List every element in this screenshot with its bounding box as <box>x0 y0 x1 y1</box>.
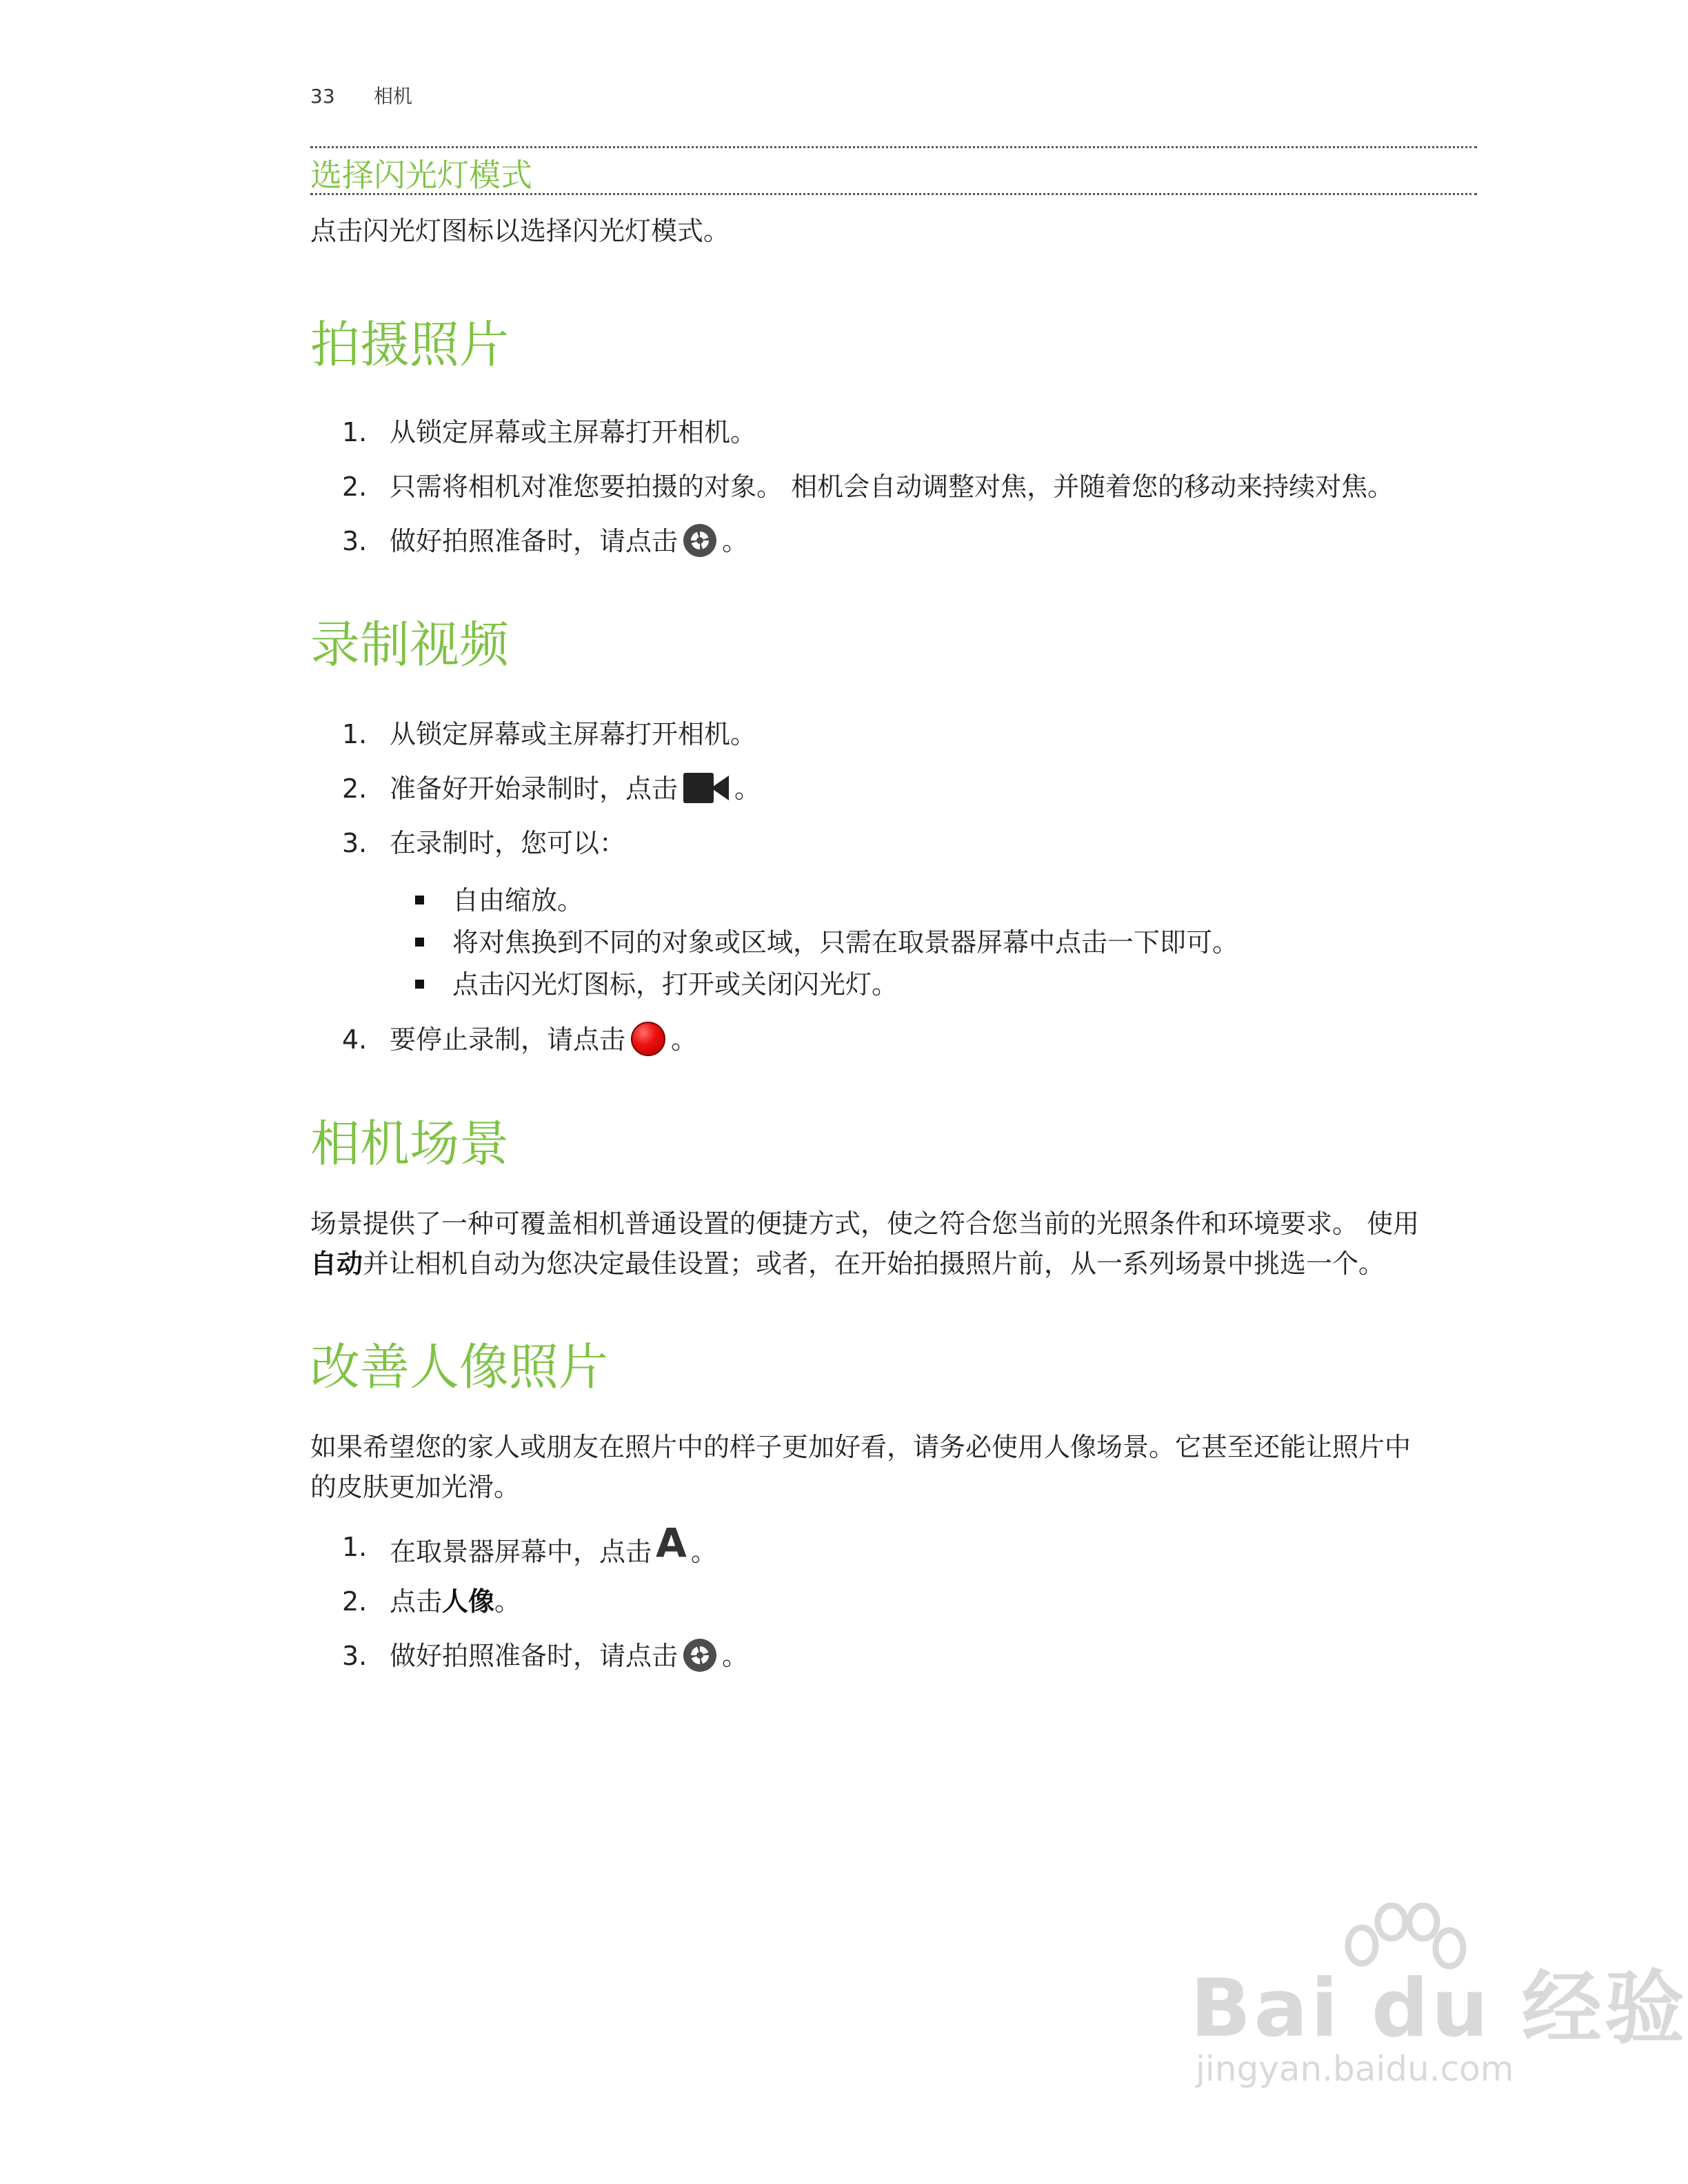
take-photo-heading: 拍摄照片 <box>310 316 510 374</box>
baidu-watermark <box>1186 1903 1687 2103</box>
page-number: 33 <box>310 85 335 108</box>
chapter-title: 相机 <box>374 85 413 108</box>
watermark-url: jingyan.baidu.com <box>1196 2049 1514 2089</box>
portrait-heading: 改善人像照片 <box>310 1338 609 1396</box>
bullet-icon <box>415 938 424 947</box>
shutter-icon <box>683 1639 716 1672</box>
flash-mode-heading: 选择闪光灯模式 <box>310 156 532 194</box>
rule-top <box>310 146 1477 148</box>
camera-scenes-paragraph: 场景提供了一种可覆盖相机普通设置的便捷方式，使之符合您当前的光照条件和环境要求。 使用 自动并让相机自动为您决定最佳设置；或者，在开始拍摄照片前，从一系列场景中挑选一个。 <box>310 1209 1420 1279</box>
watermark-brand: Bai du 经验 <box>1190 1962 1687 2055</box>
camera-scenes-heading: 相机场景 <box>310 1115 510 1173</box>
flash-mode-text: 点击闪光灯图标以选择闪光灯模式。 <box>310 216 730 246</box>
record-video-heading: 录制视频 <box>310 616 510 674</box>
stop-record-icon <box>631 1022 665 1056</box>
rule-bottom <box>310 193 1477 195</box>
manual-page: 33 相机 选择闪光灯模式 点击闪光灯图标以选择闪光灯模式。 拍摄照片 1. 从锁定屏幕或主屏幕打开相机。 2. 只需将相机对准您要拍摄的对象。 相机会自动调整对焦，并随着您的移动来持续对焦。 3. 做好拍照准备时，请点击 。 录制视频 1. 从锁定屏幕或主屏幕打开相机。 2. 准备好开始录制时，点击 。 3. 在录制时，您可以： 自由缩放。 将对焦换到不同的对象或区域，只需在取景器屏幕中点击一下即可。 点击闪光灯图标，打开或关闭闪光灯。 4. 要停止录制，请点击 。 相机场景 场景提供了一种可覆盖相机普通设置的便捷方式，使之符合您当前的光照条件和环境要求。 使用 自动并让相机自动为您决定最佳设置；或者，在开始拍摄照片前，从一系列场景中挑选一个。 改善人像照片 如果希望您的家人或朋友在照片中的样子更加好看，请务必使用人像场景。它甚至还能让照片中 的皮肤更加光滑。 1. 在取景器屏幕中，点击 A 。 2. 点击人像。 3. 做好拍照准备时，请点击 。 Bai du 经验 jingyan.baidu.com <box>0 0 1688 2184</box>
portrait-paragraph: 如果希望您的家人或朋友在照片中的样子更加好看，请务必使用人像场景。它甚至还能让照片中 的皮肤更加光滑。 <box>310 1432 1411 1502</box>
video-camera-icon <box>683 773 729 803</box>
shutter-icon <box>683 524 716 557</box>
auto-scene-icon: A <box>656 1519 687 1566</box>
bullet-icon <box>415 896 424 904</box>
running-header <box>310 81 412 109</box>
bullet-icon <box>415 980 424 989</box>
